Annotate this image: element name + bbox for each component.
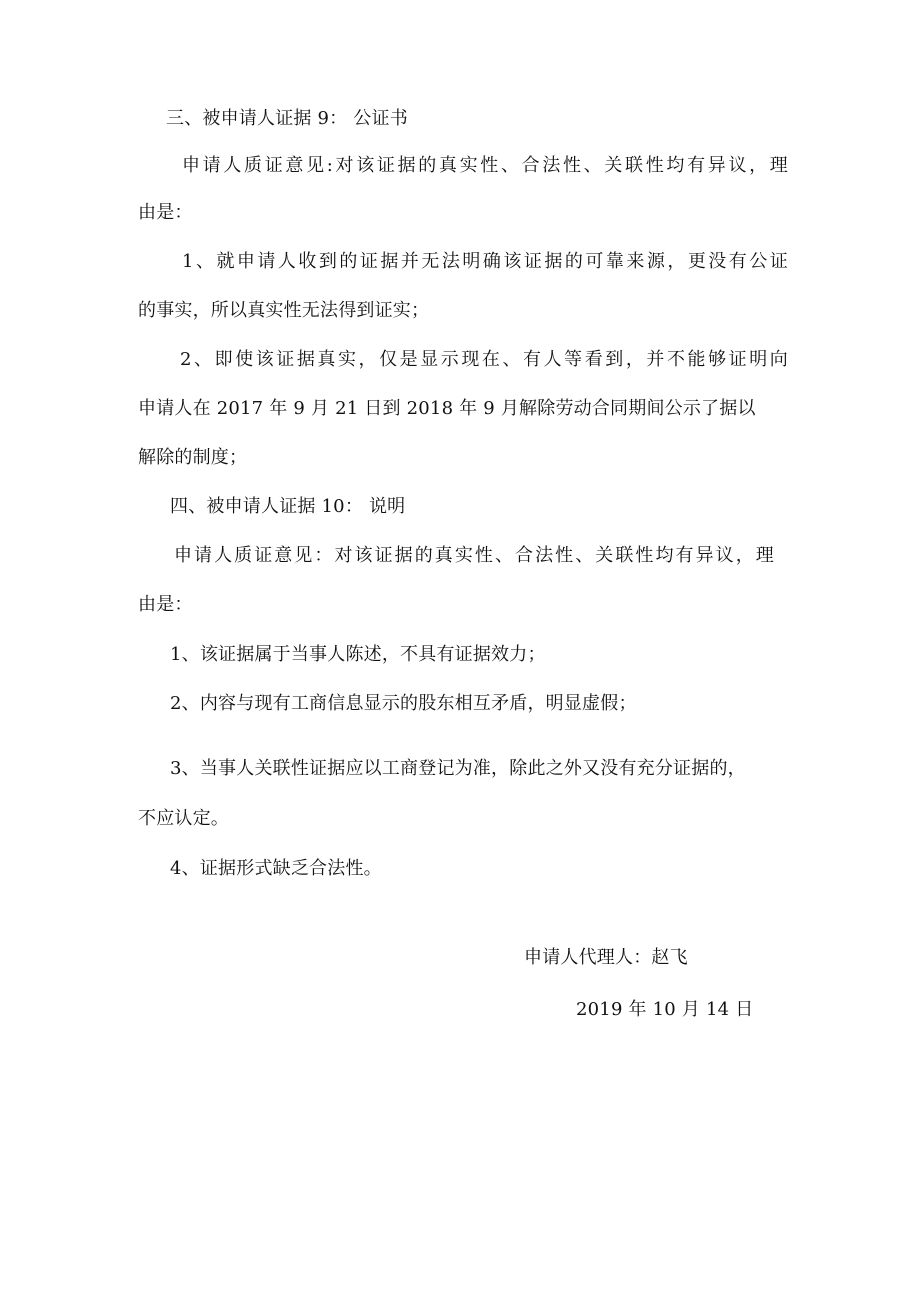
signature-date: 2019 年 10 月 14 日 [576, 999, 754, 1020]
reason-item-2: 2、内容与现有工商信息显示的股东相互矛盾，明显虚假； [170, 693, 637, 714]
section-heading-evidence-10: 四、被申请人证据 10： 说明 [170, 496, 406, 517]
opinion-paragraph-line: 申请人质证意见:对该证据的真实性、合法性、关联性均有异议，理 [182, 155, 788, 176]
reason-item-2-line: 2、即使该证据真实，仅是显示现在、有人等看到，并不能够证明向 [180, 349, 788, 370]
reason-item-3-line: 不应认定。 [138, 808, 229, 829]
reason-item-2-line: 申请人在 2017 年 9 月 21 日到 2018 年 9 月解除劳动合同期间公示了据以 [138, 398, 756, 419]
reason-item-1-line: 1、就申请人收到的证据并无法明确该证据的可靠来源，更没有公证 [182, 251, 788, 272]
reason-item-1: 1、该证据属于当事人陈述，不具有证据效力； [170, 644, 546, 665]
reason-item-4: 4、证据形式缺乏合法性。 [170, 858, 382, 879]
agent-signature: 申请人代理人：赵飞 [524, 947, 688, 968]
opinion-paragraph-line: 由是： [138, 202, 193, 223]
reason-item-3-line: 3、当事人关联性证据应以工商登记为准，除此之外又没有充分证据的， [170, 758, 746, 779]
opinion-paragraph-line: 由是： [138, 594, 193, 615]
reason-item-1-line: 的事实，所以真实性无法得到证实； [138, 300, 430, 321]
reason-item-2-line: 解除的制度； [138, 447, 248, 468]
section-heading-evidence-9: 三、被申请人证据 9： 公证书 [166, 108, 408, 129]
opinion-paragraph-line: 申请人质证意见：对该证据的真实性、合法性、关联性均有异议，理 [174, 545, 774, 566]
